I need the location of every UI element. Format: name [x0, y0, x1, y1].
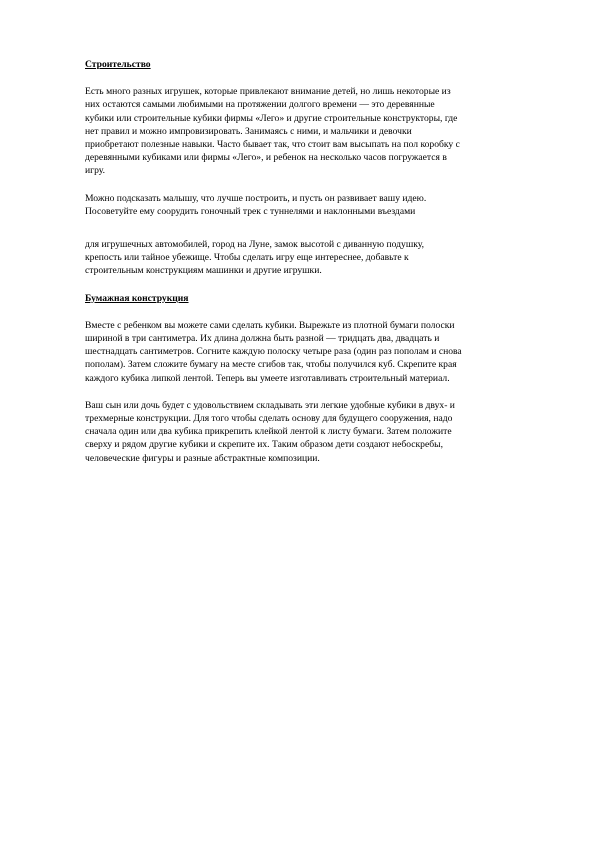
- document-content: [85, 58, 540, 479]
- text-line: Ваш сын или дочь будет с удовольствием складывать эти легкие удобные кубики в двух- и: [85, 399, 455, 411]
- text-line: них остаются самыми любимыми на протяжении долгого времени — это деревянные: [85, 99, 435, 111]
- paragraph-intro: [85, 85, 540, 177]
- text-line: каждого кубика липкой лентой. Теперь вы умеете изготавливать строительный материал.: [85, 372, 450, 384]
- section-heading-construction: Строительство: [85, 59, 151, 70]
- text-line: шестнадцать сантиметров. Согните каждую полоску четыре раза (один раз пополам и снова: [85, 346, 462, 358]
- text-line: шириной в три сантиметра. Их длина должна быть разной — тридцать два, двадцать и: [85, 333, 440, 345]
- text-line: игру.: [85, 165, 105, 177]
- text-line: деревянными кубиками или фирмы «Лего», и ребенок на несколько часов погружается в: [85, 152, 447, 164]
- text-line: Есть много разных игрушек, которые привлекают внимание детей, но лишь некоторые из: [85, 86, 451, 98]
- paragraph-suggestion: [85, 192, 540, 218]
- section-heading-paper-construction: Бумажная конструкция: [85, 292, 189, 304]
- text-line: приобретают полезные навыки. Часто бывает так, что стоит вам высыпать на пол коробку с: [85, 139, 460, 151]
- text-line: Можно подсказать малышу, что лучше построить, и пусть он развивает вашу идею.: [85, 192, 427, 204]
- text-line: пополам). Затем сложите бумагу на месте сгибов так, чтобы получился куб. Скрепите края: [85, 359, 457, 371]
- text-line: крепость или тайное убежище. Чтобы сделать игру еще интереснее, добавьте к: [85, 252, 409, 264]
- text-line: человеческие фигуры и разные абстрактные композиции.: [85, 452, 320, 464]
- text-line: для игрушечных автомобилей, город на Луне, замок высотой с диванную подушку,: [85, 239, 424, 251]
- text-line: кубики или строительные кубики фирмы «Лего» и другие строительные конструкторы, где: [85, 112, 458, 124]
- paragraph-ideas: [85, 238, 540, 278]
- paragraph-making-cubes: [85, 319, 540, 385]
- text-line: Вместе с ребенком вы можете сами сделать кубики. Вырежьте из плотной бумаги полоски: [85, 319, 455, 331]
- text-line: строительным конструкциям машинки и другие игрушки.: [85, 265, 322, 277]
- text-line: Посоветуйте ему соорудить гоночный трек с туннелями и наклонными въездами: [85, 205, 416, 217]
- text-line: сначала один или два кубика прикрепить клейкой лентой к листу бумаги. Затем положите: [85, 426, 452, 438]
- text-line: трехмерные конструкции. Для того чтобы сделать основу для будущего сооружения, надо: [85, 413, 453, 425]
- text-line: нет правил и можно импровизировать. Занимаясь с ними, и мальчики и девочки: [85, 125, 412, 137]
- text-line: сверху и рядом другие кубики и скрепите их. Таким образом дети создают небоскребы,: [85, 439, 443, 451]
- paragraph-building: [85, 399, 540, 465]
